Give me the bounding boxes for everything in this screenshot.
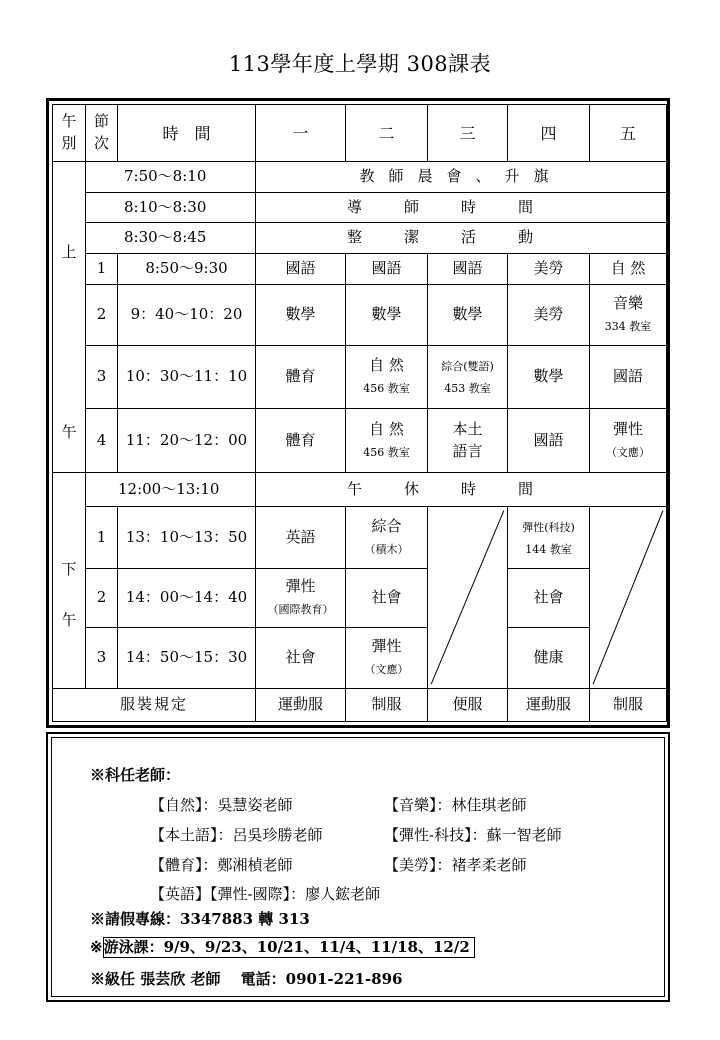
class-cell: 綜合 （積木） <box>346 507 428 568</box>
empty-cell-wed <box>428 507 508 689</box>
swim-mark: ※ <box>90 938 103 956</box>
class-cell: 彈性(科技) 144 教室 <box>508 507 590 568</box>
leave-phone: ※請假專線：3347883 轉 313 <box>90 910 310 928</box>
table-row <box>53 162 667 193</box>
event-activity: 導師時間 <box>256 192 667 223</box>
period-number: 4 <box>86 409 118 472</box>
class-cell: 數學 <box>346 284 428 345</box>
header-row <box>53 105 667 162</box>
class-cell: 健康 <box>508 627 590 688</box>
period-time: 8:50～9:30 <box>118 254 256 285</box>
event-activity: 午休時間 <box>256 472 667 507</box>
dress-code-wed: 便服 <box>428 689 508 722</box>
period-number: 3 <box>86 346 118 409</box>
class-cell: 音樂 334 教室 <box>590 284 667 345</box>
period-number: 2 <box>86 284 118 345</box>
class-cell: 綜合(雙語) 453 教室 <box>428 346 508 409</box>
class-cell: 社會 <box>346 568 428 627</box>
event-time: 7:50～8:10 <box>86 162 256 193</box>
class-cell: 自 然 456 教室 <box>346 346 428 409</box>
class-cell: 英語 <box>256 507 346 568</box>
class-cell: 數學 <box>508 346 590 409</box>
table-row <box>53 254 667 285</box>
event-activity: 整潔活動 <box>256 223 667 254</box>
table-row <box>53 346 667 409</box>
afternoon-label: 下 午 <box>53 472 86 689</box>
period-time: 14：50～15：30 <box>118 627 256 688</box>
table-row <box>53 409 667 472</box>
class-cell: 社會 <box>256 627 346 688</box>
day-header-fri: 五 <box>590 105 667 162</box>
event-time: 8:10～8:30 <box>86 192 256 223</box>
period-time: 11：20～12：00 <box>118 409 256 472</box>
day-header-mon: 一 <box>256 105 346 162</box>
class-cell: 國語 <box>256 254 346 285</box>
class-cell: 彈性 （文應） <box>590 409 667 472</box>
class-cell: 彈性 （文應） <box>346 627 428 688</box>
empty-cell-fri <box>590 507 667 689</box>
time-header: 時 間 <box>118 105 256 162</box>
class-cell: 數學 <box>256 284 346 345</box>
dress-code-thu: 運動服 <box>508 689 590 722</box>
day-header-thu: 四 <box>508 105 590 162</box>
class-cell: 國語 <box>590 346 667 409</box>
teacher-entry: 【體育】：鄭湘楨老師 <box>150 856 293 874</box>
dress-code-tue: 制服 <box>346 689 428 722</box>
period-number: 1 <box>86 254 118 285</box>
homeroom-teacher: ※級任 張芸欣 老師 電話：0901-221-896 <box>90 970 403 988</box>
swim-schedule <box>90 936 475 957</box>
schedule-table-frame <box>46 98 670 728</box>
class-cell: 自 然 <box>590 254 667 285</box>
class-cell: 社會 <box>508 568 590 627</box>
table-row <box>53 223 667 254</box>
day-header-wed: 三 <box>428 105 508 162</box>
period-number: 2 <box>86 568 118 627</box>
class-cell: 體育 <box>256 409 346 472</box>
class-cell: 美勞 <box>508 284 590 345</box>
class-cell: 國語 <box>508 409 590 472</box>
period-number: 1 <box>86 507 118 568</box>
period-time: 9：40～10：20 <box>118 284 256 345</box>
period-time: 13：10～13：50 <box>118 507 256 568</box>
dress-code-row <box>53 689 667 722</box>
info-panel-inner <box>51 737 665 997</box>
teacher-entry: 【本土語】：呂吳珍勝老師 <box>150 826 323 844</box>
class-cell: 數學 <box>428 284 508 345</box>
table-row <box>53 627 667 688</box>
dress-code-fri: 制服 <box>590 689 667 722</box>
table-row <box>53 507 667 568</box>
class-cell: 自 然 456 教室 <box>346 409 428 472</box>
table-row <box>53 284 667 345</box>
teacher-entry: 【英語】【彈性-國際】：廖人鋐老師 <box>150 885 381 903</box>
period-number: 3 <box>86 627 118 688</box>
class-cell: 國語 <box>428 254 508 285</box>
class-cell: 彈性 （國際教育） <box>256 568 346 627</box>
period-time: 14：00～14：40 <box>118 568 256 627</box>
swim-dates: 游泳課：9/9、9/23、10/21、11/4、11/18、12/2 <box>103 937 475 958</box>
class-cell: 體育 <box>256 346 346 409</box>
class-cell: 國語 <box>346 254 428 285</box>
dress-code-label: 服裝規定 <box>53 689 256 722</box>
table-row <box>53 472 667 507</box>
table-row <box>53 192 667 223</box>
schedule-table <box>52 104 667 722</box>
teacher-entry: 【自然】：吳慧姿老師 <box>150 796 293 814</box>
class-cell: 本土 語言 <box>428 409 508 472</box>
section-label: 節 次 <box>86 105 118 162</box>
dress-code-mon: 運動服 <box>256 689 346 722</box>
teacher-entry: 【音樂】：林佳琪老師 <box>384 796 527 814</box>
event-activity: 教師晨會、升旗 <box>256 162 667 193</box>
teacher-entry: 【彈性-科技】：蘇一智老師 <box>384 826 562 844</box>
teachers-heading: ※科任老師： <box>90 766 181 784</box>
class-cell: 美勞 <box>508 254 590 285</box>
event-time: 12:00～13:10 <box>86 472 256 507</box>
period-time: 10：30～11：10 <box>118 346 256 409</box>
period-label: 午 別 <box>53 105 86 162</box>
teacher-entry: 【美勞】：褚孝柔老師 <box>384 856 527 874</box>
page-title: 113學年度上學期 308課表 <box>228 52 492 76</box>
event-time: 8:30～8:45 <box>86 223 256 254</box>
morning-label: 上 午 <box>53 162 86 473</box>
info-panel <box>46 732 670 1002</box>
table-row <box>53 568 667 627</box>
day-header-tue: 二 <box>346 105 428 162</box>
